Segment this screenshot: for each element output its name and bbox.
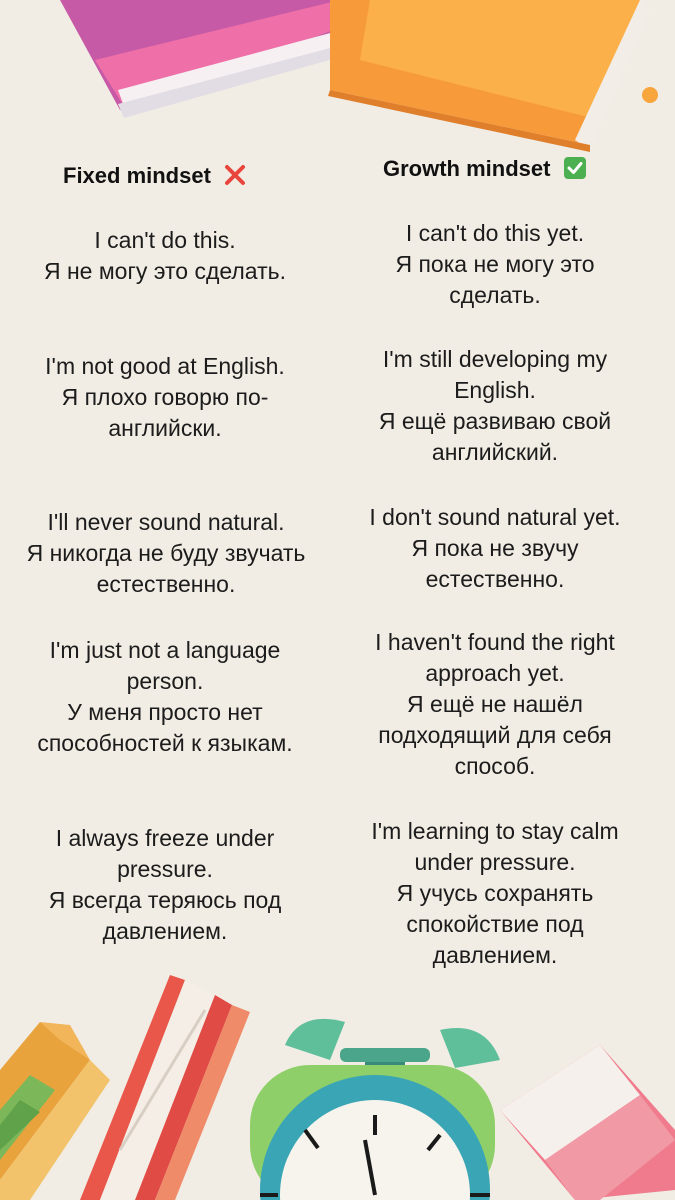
growth-item-4-en-2: approach yet. — [425, 660, 565, 686]
growth-item-5-en-1: I'm learning to stay calm — [371, 818, 619, 844]
fixed-item-3 — [0, 507, 332, 600]
growth-item-4-ru-3: способ. — [454, 753, 536, 779]
growth-item-2-ru-2: английский. — [431, 439, 559, 465]
dot-decoration — [642, 87, 658, 103]
fixed-item-4-ru-2: способностей к языкам. — [37, 730, 293, 756]
fixed-mindset-heading — [63, 163, 247, 189]
fixed-mindset-title: Fixed mindset — [63, 163, 211, 188]
fixed-item-2-ru-2: английски. — [108, 415, 222, 441]
check-mark-icon — [563, 156, 587, 180]
fixed-item-4 — [0, 635, 330, 759]
pink-book — [60, 0, 372, 118]
growth-item-2 — [345, 344, 645, 468]
growth-item-5 — [345, 816, 645, 971]
growth-item-1-en: I can't do this yet. — [405, 220, 585, 246]
fixed-item-3-en: I'll never sound natural. — [47, 509, 285, 535]
fixed-item-1-ru: Я не могу это сделать. — [43, 258, 287, 284]
growth-item-1-ru-1: Я пока не могу это — [395, 251, 595, 277]
growth-item-4-en-1: I haven't found the right — [375, 629, 615, 655]
fixed-item-4-en-2: person. — [126, 668, 204, 694]
fixed-item-4-ru-1: У меня просто нет — [67, 699, 263, 725]
fixed-item-1 — [0, 225, 330, 287]
growth-item-3-ru-2: естественно. — [425, 566, 565, 592]
growth-item-1-ru-2: сделать. — [449, 282, 541, 308]
growth-item-3-en: I don't sound natural yet. — [369, 504, 621, 530]
fixed-item-4-en-1: I'm just not a language — [49, 637, 281, 663]
fixed-item-3-ru-1: Я никогда не буду звучать — [26, 540, 306, 566]
fixed-item-2-ru-1: Я плохо говорю по- — [61, 384, 269, 410]
growth-item-5-en-2: under pressure. — [414, 849, 576, 875]
growth-item-1 — [345, 218, 645, 311]
growth-mindset-heading — [383, 156, 587, 182]
growth-item-4-ru-2: подходящий для себя — [378, 722, 612, 748]
fixed-item-1-en: I can't do this. — [94, 227, 236, 253]
growth-item-4 — [345, 627, 645, 782]
growth-item-5-ru-1: Я учусь сохранять — [396, 880, 594, 906]
fixed-item-2-en: I'm not good at English. — [45, 353, 285, 379]
fixed-item-5-en-2: pressure. — [117, 856, 213, 882]
fixed-item-5-en-1: I always freeze under — [55, 825, 275, 851]
fixed-item-2 — [0, 351, 330, 444]
fixed-item-3-ru-2: естественно. — [96, 571, 236, 597]
growth-item-5-ru-2: спокойствие под — [406, 911, 584, 937]
fixed-item-5 — [0, 823, 330, 947]
growth-item-3-ru-1: Я пока не звучу — [411, 535, 579, 561]
fixed-item-5-ru-1: Я всегда теряюсь под — [48, 887, 282, 913]
growth-item-2-ru-1: Я ещё развиваю свой — [378, 408, 612, 434]
growth-item-2-en-2: English. — [454, 377, 536, 403]
growth-item-5-ru-3: давлением. — [432, 942, 558, 968]
growth-mindset-title: Growth mindset — [383, 156, 551, 181]
growth-item-2-en-1: I'm still developing my — [382, 346, 608, 372]
growth-item-3 — [345, 502, 645, 595]
cross-mark-icon — [223, 163, 247, 187]
fixed-item-5-ru-2: давлением. — [102, 918, 228, 944]
orange-book — [328, 0, 650, 152]
growth-item-4-ru-1: Я ещё не нашёл — [407, 691, 583, 717]
